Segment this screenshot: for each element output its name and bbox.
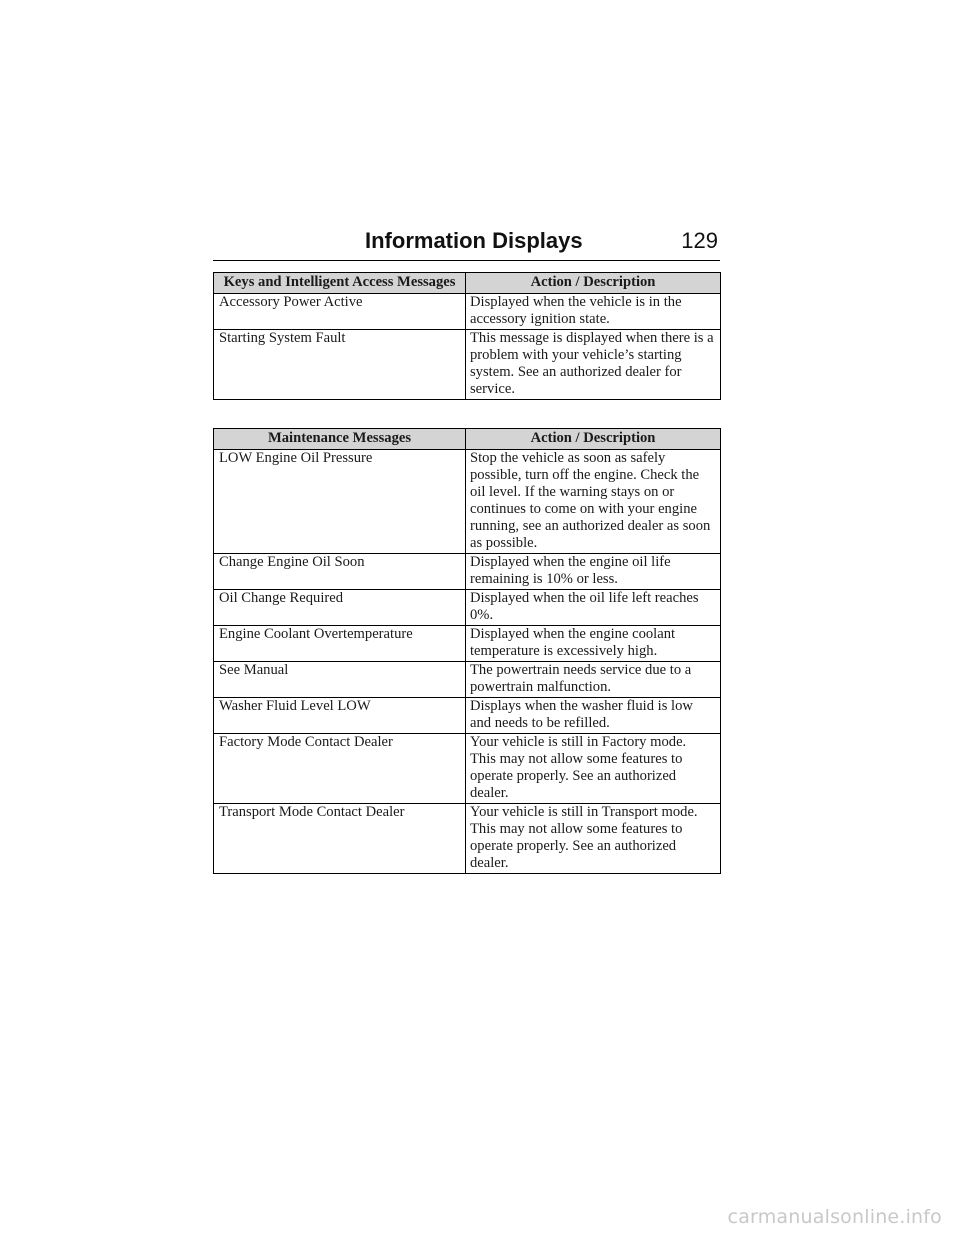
message-cell: Starting System Fault bbox=[214, 330, 466, 400]
message-cell: See Manual bbox=[214, 662, 466, 698]
message-cell: Factory Mode Contact Dealer bbox=[214, 734, 466, 804]
message-cell: Transport Mode Contact Dealer bbox=[214, 804, 466, 874]
column-header-description: Action / Description bbox=[466, 429, 721, 450]
table-row bbox=[214, 450, 721, 554]
page-number: 129 bbox=[681, 228, 718, 253]
column-header-description: Action / Description bbox=[466, 273, 721, 294]
page-header bbox=[213, 226, 720, 261]
message-cell: Change Engine Oil Soon bbox=[214, 554, 466, 590]
description-cell: The powertrain needs service due to a powertrain malfunction. bbox=[466, 662, 721, 698]
maintenance-messages-table bbox=[213, 428, 721, 874]
column-header-message: Maintenance Messages bbox=[214, 429, 466, 450]
description-cell: Displayed when the engine coolant temperature is excessively high. bbox=[466, 626, 721, 662]
watermark: carmanualsonline.info bbox=[727, 1206, 942, 1228]
table-row bbox=[214, 804, 721, 874]
description-cell: Your vehicle is still in Transport mode. This may not allow some features to operate properly. See an authorized dealer. bbox=[466, 804, 721, 874]
table-row bbox=[214, 590, 721, 626]
message-cell: Engine Coolant Overtemperature bbox=[214, 626, 466, 662]
description-cell: Displayed when the oil life left reaches 0%. bbox=[466, 590, 721, 626]
description-cell: Your vehicle is still in Factory mode. This may not allow some features to operate properly. See an authorized dealer. bbox=[466, 734, 721, 804]
table-row bbox=[214, 626, 721, 662]
message-cell: Washer Fluid Level LOW bbox=[214, 698, 466, 734]
message-cell: Accessory Power Active bbox=[214, 294, 466, 330]
table-header-row bbox=[214, 273, 721, 294]
description-cell: Displayed when the vehicle is in the accessory ignition state. bbox=[466, 294, 721, 330]
table-row bbox=[214, 662, 721, 698]
message-cell: LOW Engine Oil Pressure bbox=[214, 450, 466, 554]
keys-messages-table bbox=[213, 272, 721, 400]
table-row bbox=[214, 698, 721, 734]
table-header-row bbox=[214, 429, 721, 450]
message-cell: Oil Change Required bbox=[214, 590, 466, 626]
description-cell: Displays when the washer fluid is low and needs to be refilled. bbox=[466, 698, 721, 734]
column-header-message: Keys and Intelligent Access Messages bbox=[214, 273, 466, 294]
table-row bbox=[214, 734, 721, 804]
table-row bbox=[214, 294, 721, 330]
description-cell: Displayed when the engine oil life remaining is 10% or less. bbox=[466, 554, 721, 590]
section-title: Information Displays bbox=[365, 228, 583, 253]
table-row bbox=[214, 554, 721, 590]
description-cell: This message is displayed when there is a problem with your vehicle’s starting system. See an authorized dealer for service. bbox=[466, 330, 721, 400]
table-row bbox=[214, 330, 721, 400]
description-cell: Stop the vehicle as soon as safely possible, turn off the engine. Check the oil level. If the warning stays on or continues to come on with your engine running, see an authorized dealer as soon as possible. bbox=[466, 450, 721, 554]
